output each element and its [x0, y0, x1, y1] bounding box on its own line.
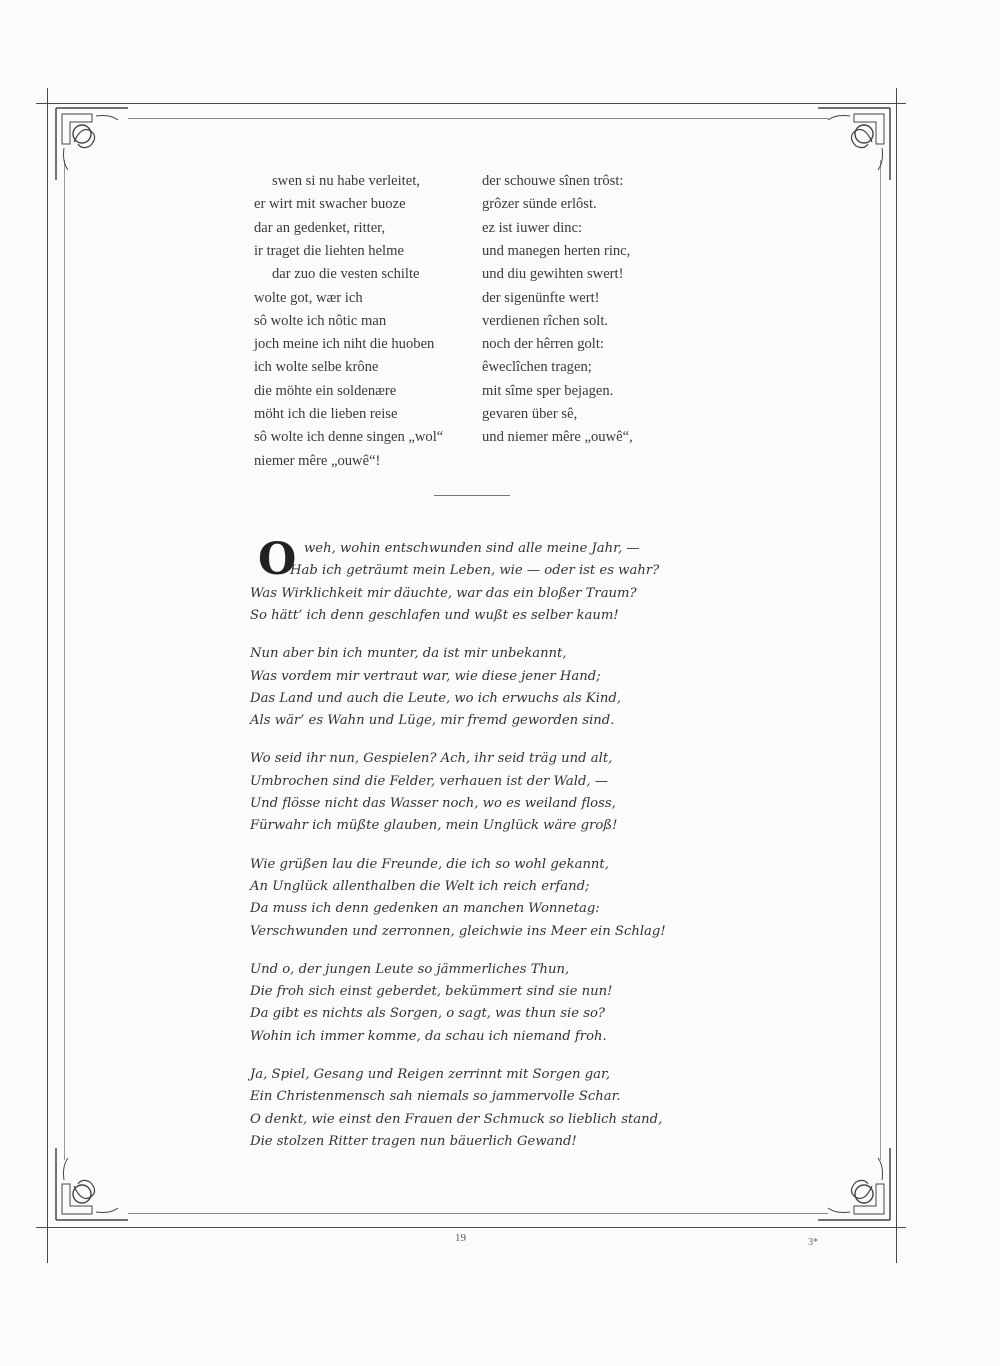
mhd-second-half: und diu gewihten swert!: [482, 266, 624, 283]
mhd-second-half: mit sîme sper bejagen.: [482, 382, 614, 399]
page-number: 19: [455, 1232, 466, 1244]
nhd-verse-line: Ein Christenmensch sah niemals so jammervolle Schar.: [250, 1089, 621, 1105]
nhd-verse-line: Wie grüßen lau die Freunde, die ich so wohl gekannt,: [250, 856, 609, 872]
mhd-verse-line: [254, 171, 714, 191]
mhd-verse-line: [254, 218, 714, 238]
corner-ornament-top-right: [814, 104, 894, 184]
nhd-verse-line: Und o, der jungen Leute so jämmerliches Thun,: [250, 961, 570, 977]
mhd-verse-line: [254, 381, 714, 401]
frame-top-rule-inner: [128, 118, 828, 119]
nhd-verse-line: Wohin ich immer komme, da schau ich niemand froh.: [250, 1028, 607, 1044]
corner-ornament-bottom-right: [814, 1144, 894, 1224]
nhd-verse-line: O denkt, wie einst den Frauen der Schmuck so lieblich stand,: [250, 1111, 663, 1127]
drop-cap: O: [258, 534, 297, 585]
mhd-second-half: ez ist iuwer dinc:: [482, 219, 583, 236]
mhd-first-half: möht ich die lieben reise: [254, 406, 398, 422]
nhd-verse-line: Und flösse nicht das Wasser noch, wo es weiland floss,: [250, 796, 616, 811]
mhd-first-half: dar zuo die vesten schilte: [272, 266, 420, 283]
mhd-second-half: grôzer sünde erlôst.: [482, 196, 597, 213]
mhd-first-half: swen si nu habe verleitet,: [272, 173, 420, 189]
signature-mark: 3*: [808, 1237, 818, 1248]
mhd-verse-line: [254, 264, 714, 284]
mhd-first-half: wolte got, wær ich: [254, 289, 363, 306]
frame-right-inner-line: [880, 160, 881, 1160]
frame-bottom-line: [36, 1227, 906, 1228]
nhd-verse-line: Was Wirklichkeit mir däuchte, war das ein bloßer Traum?: [250, 585, 637, 601]
nhd-verse-line: So hätt’ ich denn geschlafen und wußt es selber kaum!: [250, 607, 619, 623]
frame-bottom-rule-inner: [128, 1213, 828, 1214]
nhd-verse-line: Umbrochen sind die Felder, verhauen ist der Wald, —: [250, 773, 608, 789]
nhd-verse-line: Das Land und auch die Leute, wo ich erwuchs als Kind,: [250, 690, 622, 706]
mhd-first-half: die möhte ein soldenære: [254, 382, 397, 399]
mhd-first-half: joch meine ich niht die huoben: [254, 336, 435, 353]
frame-left-line: [47, 88, 48, 1263]
nhd-verse-line: Fürwahr ich müßte glauben, mein Unglück wäre groß!: [250, 818, 618, 834]
mhd-verse-line: [254, 404, 714, 424]
mhd-first-half: sô wolte ich denne singen „wol“: [254, 429, 444, 446]
mhd-verse-line: [254, 194, 714, 214]
mhd-second-half: und niemer mêre „ouwê“,: [482, 429, 633, 446]
nhd-verse-line: Da muss ich denn gedenken an manchen Wonnetag:: [250, 901, 600, 917]
mhd-second-half: gevaren über sê,: [482, 406, 578, 422]
corner-ornament-top-left: [52, 104, 132, 184]
frame-top-line: [36, 103, 906, 104]
nhd-verse-line: Als wär’ es Wahn und Lüge, mir fremd geworden sind.: [250, 713, 615, 729]
nhd-verse-line: Nun aber bin ich munter, da ist mir unbekannt,: [250, 646, 567, 662]
mhd-second-half: verdienen rîchen solt.: [482, 312, 609, 329]
mhd-verse-line: [254, 241, 714, 261]
frame-left-inner-line: [64, 160, 65, 1160]
mhd-second-half: noch der hêrren golt:: [482, 336, 604, 353]
mhd-verse-line: [254, 311, 714, 331]
mhd-first-half: ich wolte selbe krône: [254, 359, 379, 376]
nhd-verse-line: Die stolzen Ritter tragen nun bäuerlich Gewand!: [250, 1133, 577, 1149]
mhd-verse-line: [254, 427, 714, 447]
nhd-verse-line: Ja, Spiel, Gesang und Reigen zerrinnt mit Sorgen gar,: [250, 1067, 611, 1082]
nhd-verse-line: Da gibt es nichts als Sorgen, o sagt, was thun sie so?: [250, 1006, 606, 1022]
mhd-first-half: er wirt mit swacher buoze: [254, 196, 406, 213]
frame-right-line: [896, 88, 897, 1263]
nhd-verse-line: An Unglück allenthalben die Welt ich reich erfand;: [250, 878, 590, 894]
mhd-verse-line: [254, 357, 714, 377]
corner-ornament-bottom-left: [52, 1144, 132, 1224]
mhd-first-half: dar an gedenket, ritter,: [254, 219, 386, 236]
nhd-verse-line: Die froh sich einst geberdet, bekümmert sind sie nun!: [250, 984, 613, 1000]
section-divider: [434, 495, 510, 496]
mhd-first-half: ir traget die liehten helme: [254, 242, 404, 259]
mhd-verse-line: [254, 451, 714, 471]
nhd-verse-line: Wo seid ihr nun, Gespielen? Ach, ihr seid träg und alt,: [250, 751, 613, 767]
nhd-verse-line: Was vordem mir vertraut war, wie diese jener Hand;: [250, 668, 601, 684]
mhd-second-half: êweclîchen tragen;: [482, 359, 592, 376]
mhd-first-half: sô wolte ich nôtic man: [254, 312, 387, 329]
mhd-second-half: der sigenünfte wert!: [482, 289, 600, 306]
mhd-first-half: niemer mêre „ouwê“!: [254, 452, 381, 469]
mhd-second-half: und manegen herten rinc,: [482, 242, 631, 259]
nhd-verse-line: Hab ich geträumt mein Leben, wie — oder ist es wahr?: [290, 563, 660, 579]
mhd-verse-line: [254, 334, 714, 354]
mhd-verse-line: [254, 288, 714, 308]
nhd-verse-line: weh, wohin entschwunden sind alle meine Jahr, —: [304, 541, 640, 556]
nhd-verse-line: Verschwunden und zerronnen, gleichwie ins Meer ein Schlag!: [250, 923, 666, 939]
mhd-second-half: der schouwe sînen trôst:: [482, 173, 624, 189]
